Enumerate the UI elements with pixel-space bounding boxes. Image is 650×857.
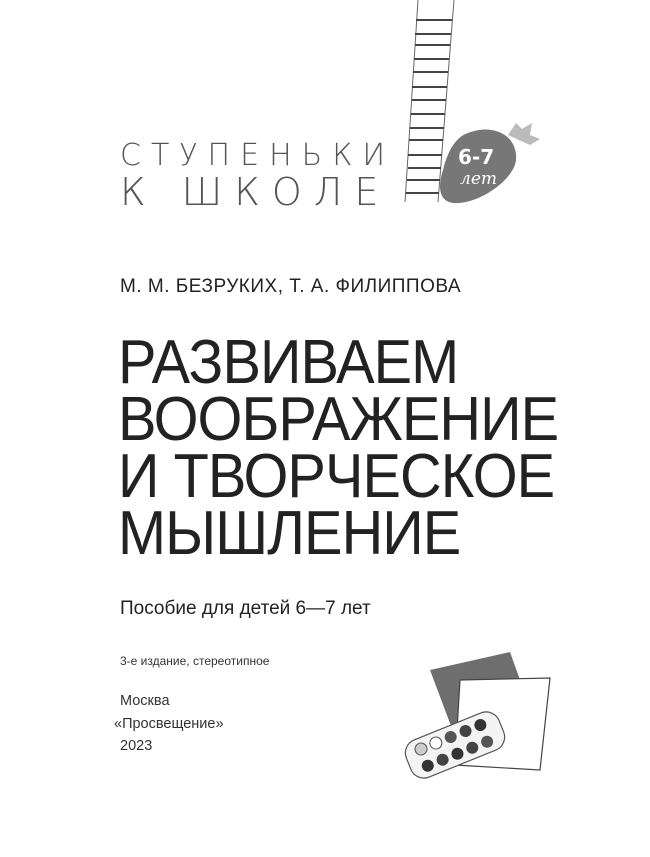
title-line: И ТВОРЧЕСКОЕ (118, 442, 555, 511)
publisher-name: «Просвещение» (114, 716, 224, 732)
age-badge-unit: лет (460, 169, 498, 189)
publisher-city: Москва (120, 693, 170, 709)
paints-and-paper-illustration (400, 640, 560, 780)
subtitle: Пособие для детей 6—7 лет (120, 598, 371, 619)
title-line: МЫШЛЕНИЕ (118, 499, 461, 568)
title-line: РАЗВИВАЕМ (118, 328, 459, 397)
edition-note: 3-е издание, стереотипное (120, 654, 270, 668)
publication-year: 2023 (120, 738, 153, 754)
title-line: ВООБРАЖЕНИЕ (118, 385, 559, 454)
book-title (118, 328, 559, 568)
authors: М. М. БЕЗРУКИХ, Т. А. ФИЛИППОВА (120, 276, 462, 297)
age-badge-number: 6-7 (458, 145, 495, 169)
age-badge-carrot (438, 115, 548, 210)
series-name-line2: К ШКОЛЕ (120, 170, 391, 214)
series-name-line1: СТУПЕНЬКИ (120, 138, 396, 173)
